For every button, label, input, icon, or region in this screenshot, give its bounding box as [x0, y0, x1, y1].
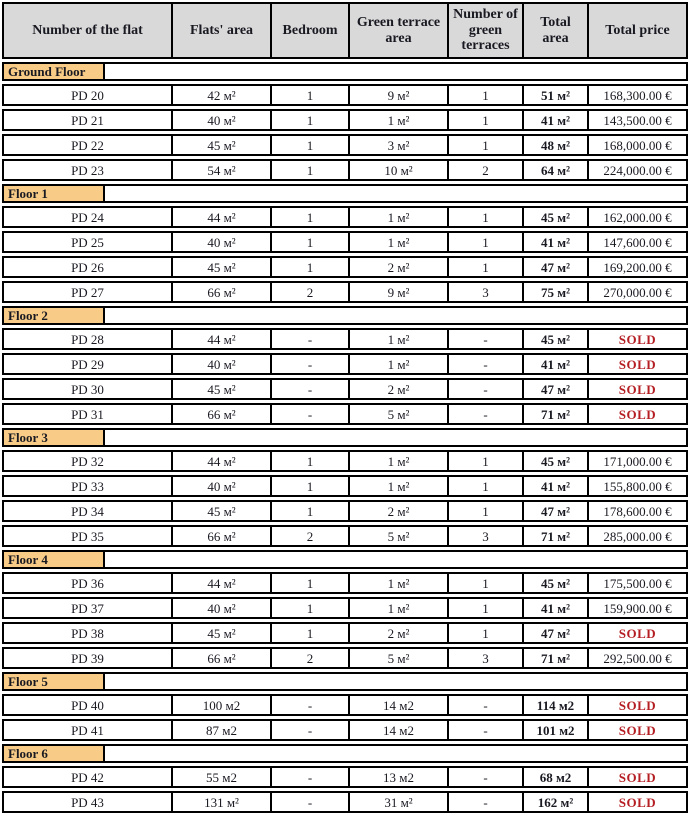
- floor-section-row: [2, 62, 688, 81]
- cell-total-price: SOLD: [587, 380, 686, 398]
- cell-number-of-green-terraces: 1: [447, 624, 522, 642]
- floor-label: Floor 4: [4, 552, 105, 567]
- cell-total-area: 41 м²: [522, 599, 587, 617]
- cell-total-area: 45 м²: [522, 208, 587, 226]
- cell-flats-area: 66 м²: [171, 649, 270, 667]
- cell-number-of-green-terraces: 1: [447, 233, 522, 251]
- floor-row-filler: [105, 552, 686, 567]
- floor-label: Floor 5: [4, 674, 105, 689]
- cell-flat-number: PD 27: [71, 284, 104, 300]
- cell-flat-number: PD 29: [71, 356, 104, 372]
- table-row: [2, 719, 688, 741]
- cell-total-area: 47 м²: [522, 624, 587, 642]
- floor-label: Ground Floor: [4, 64, 105, 79]
- table-row: [2, 450, 688, 472]
- cell-green-terrace-area: 9 м²: [348, 86, 447, 104]
- cell-bedroom: 1: [270, 477, 348, 495]
- cell-total-price: 162,000.00 €: [587, 208, 686, 226]
- cell-green-terrace-area: 1 м²: [348, 355, 447, 373]
- cell-flat-number: PD 37: [71, 600, 104, 616]
- cell-flats-area: 54 м²: [171, 161, 270, 179]
- cell-total-area: 47 м²: [522, 380, 587, 398]
- cell-flats-area: 40 м²: [171, 233, 270, 251]
- cell-flats-area: 45 м²: [171, 624, 270, 642]
- cell-flats-area: 44 м²: [171, 330, 270, 348]
- floor-section-row: [2, 306, 688, 325]
- cell-total-price: 159,900.00 €: [587, 599, 686, 617]
- cell-total-price: 285,000.00 €: [587, 527, 686, 545]
- cell-flat-number: PD 23: [71, 162, 104, 178]
- cell-flat-number: PD 31: [71, 406, 104, 422]
- cell-number-of-green-terraces: 3: [447, 527, 522, 545]
- cell-bedroom: 1: [270, 86, 348, 104]
- cell-green-terrace-area: 5 м²: [348, 405, 447, 423]
- table-row: [2, 500, 688, 522]
- floor-row-filler: [105, 186, 686, 201]
- cell-green-terrace-area: 3 м²: [348, 136, 447, 154]
- cell-flat-number: PD 42: [71, 769, 104, 785]
- cell-flats-area: 40 м²: [171, 111, 270, 129]
- cell-flats-area: 100 м2: [171, 696, 270, 714]
- floor-row-filler: [105, 430, 686, 445]
- table-row: [2, 525, 688, 547]
- cell-bedroom: -: [270, 696, 348, 714]
- cell-number-of-green-terraces: 1: [447, 502, 522, 520]
- cell-flat-number: PD 38: [71, 625, 104, 641]
- cell-flats-area: 45 м²: [171, 136, 270, 154]
- table-row: [2, 475, 688, 497]
- floor-label: Floor 1: [4, 186, 105, 201]
- cell-flats-area: 131 м²: [171, 793, 270, 811]
- cell-total-price: 178,600.00 €: [587, 502, 686, 520]
- cell-bedroom: -: [270, 380, 348, 398]
- cell-number-of-green-terraces: 1: [447, 136, 522, 154]
- cell-number-of-green-terraces: 2: [447, 161, 522, 179]
- cell-total-area: 41 м²: [522, 233, 587, 251]
- cell-total-area: 64 м²: [522, 161, 587, 179]
- cell-bedroom: -: [270, 330, 348, 348]
- cell-total-area: 71 м²: [522, 527, 587, 545]
- cell-total-area: 71 м²: [522, 649, 587, 667]
- cell-green-terrace-area: 1 м²: [348, 452, 447, 470]
- cell-bedroom: 1: [270, 502, 348, 520]
- floor-section-row: [2, 672, 688, 691]
- column-header-flats-area: Flats' area: [171, 4, 270, 57]
- floor-row-filler: [105, 674, 686, 689]
- column-header-flat-number: Number of the flat: [32, 22, 143, 38]
- cell-bedroom: 1: [270, 574, 348, 592]
- cell-number-of-green-terraces: -: [447, 330, 522, 348]
- cell-flats-area: 55 м2: [171, 768, 270, 786]
- cell-total-area: 41 м²: [522, 355, 587, 373]
- cell-flats-area: 45 м²: [171, 258, 270, 276]
- cell-green-terrace-area: 2 м²: [348, 258, 447, 276]
- table-row: [2, 84, 688, 106]
- table-row: [2, 109, 688, 131]
- cell-total-price: 292,500.00 €: [587, 649, 686, 667]
- cell-number-of-green-terraces: 1: [447, 599, 522, 617]
- cell-flats-area: 45 м²: [171, 380, 270, 398]
- table-row: [2, 694, 688, 716]
- table-row: [2, 647, 688, 669]
- table-body: [2, 62, 688, 813]
- cell-total-area: 41 м²: [522, 477, 587, 495]
- cell-number-of-green-terraces: -: [447, 793, 522, 811]
- floor-row-filler: [105, 746, 686, 761]
- cell-number-of-green-terraces: -: [447, 768, 522, 786]
- table-row: [2, 572, 688, 594]
- table-row: [2, 403, 688, 425]
- column-header-number-of-green-terraces: Number of green terraces: [447, 4, 522, 57]
- column-header-total-price: Total price: [587, 4, 686, 57]
- table-row: [2, 159, 688, 181]
- cell-total-area: 101 м2: [522, 721, 587, 739]
- cell-number-of-green-terraces: 1: [447, 258, 522, 276]
- table-row: [2, 231, 688, 253]
- cell-flat-number: PD 36: [71, 575, 104, 591]
- cell-green-terrace-area: 14 м2: [348, 696, 447, 714]
- table-row: [2, 791, 688, 813]
- cell-green-terrace-area: 9 м²: [348, 283, 447, 301]
- cell-flat-number: PD 24: [71, 209, 104, 225]
- cell-number-of-green-terraces: 3: [447, 283, 522, 301]
- floor-label: Floor 6: [4, 746, 105, 761]
- table-row: [2, 597, 688, 619]
- cell-flats-area: 45 м²: [171, 502, 270, 520]
- cell-bedroom: 2: [270, 527, 348, 545]
- cell-green-terrace-area: 5 м²: [348, 649, 447, 667]
- cell-total-area: 47 м²: [522, 502, 587, 520]
- cell-bedroom: -: [270, 405, 348, 423]
- cell-number-of-green-terraces: -: [447, 405, 522, 423]
- cell-bedroom: -: [270, 355, 348, 373]
- cell-total-price: 155,800.00 €: [587, 477, 686, 495]
- cell-total-price: SOLD: [587, 696, 686, 714]
- cell-green-terrace-area: 1 м²: [348, 111, 447, 129]
- cell-flat-number: PD 30: [71, 381, 104, 397]
- cell-flat-number: PD 28: [71, 331, 104, 347]
- cell-total-price: SOLD: [587, 793, 686, 811]
- cell-total-price: 143,500.00 €: [587, 111, 686, 129]
- cell-bedroom: 1: [270, 136, 348, 154]
- cell-green-terrace-area: 10 м²: [348, 161, 447, 179]
- cell-total-price: SOLD: [587, 355, 686, 373]
- cell-green-terrace-area: 2 м²: [348, 502, 447, 520]
- cell-flat-number: PD 43: [71, 794, 104, 810]
- cell-flat-number: PD 34: [71, 503, 104, 519]
- cell-total-area: 48 м²: [522, 136, 587, 154]
- floor-section-row: [2, 428, 688, 447]
- cell-total-area: 45 м²: [522, 330, 587, 348]
- cell-green-terrace-area: 13 м2: [348, 768, 447, 786]
- floor-label: Floor 2: [4, 308, 105, 323]
- cell-flats-area: 44 м²: [171, 208, 270, 226]
- cell-flat-number: PD 39: [71, 650, 104, 666]
- cell-total-area: 41 м²: [522, 111, 587, 129]
- cell-green-terrace-area: 1 м²: [348, 233, 447, 251]
- cell-green-terrace-area: 2 м²: [348, 380, 447, 398]
- table-row: [2, 134, 688, 156]
- cell-flats-area: 87 м2: [171, 721, 270, 739]
- cell-total-area: 47 м²: [522, 258, 587, 276]
- cell-total-area: 51 м²: [522, 86, 587, 104]
- cell-flat-number: PD 41: [71, 722, 104, 738]
- cell-bedroom: 1: [270, 111, 348, 129]
- cell-flats-area: 44 м²: [171, 452, 270, 470]
- column-header-green-terrace-area: Green terrace area: [348, 4, 447, 57]
- cell-green-terrace-area: 1 м²: [348, 599, 447, 617]
- floor-section-row: [2, 744, 688, 763]
- cell-total-area: 71 м²: [522, 405, 587, 423]
- cell-number-of-green-terraces: -: [447, 355, 522, 373]
- cell-total-price: 147,600.00 €: [587, 233, 686, 251]
- cell-total-price: SOLD: [587, 768, 686, 786]
- cell-bedroom: -: [270, 768, 348, 786]
- cell-bedroom: 2: [270, 649, 348, 667]
- table-row: [2, 281, 688, 303]
- cell-bedroom: 1: [270, 161, 348, 179]
- cell-flat-number: PD 25: [71, 234, 104, 250]
- cell-green-terrace-area: 1 м²: [348, 574, 447, 592]
- cell-total-area: 45 м²: [522, 452, 587, 470]
- cell-total-price: 169,200.00 €: [587, 258, 686, 276]
- cell-flats-area: 44 м²: [171, 574, 270, 592]
- table-row: [2, 328, 688, 350]
- cell-green-terrace-area: 1 м²: [348, 330, 447, 348]
- cell-green-terrace-area: 31 м²: [348, 793, 447, 811]
- cell-total-price: SOLD: [587, 330, 686, 348]
- cell-number-of-green-terraces: 1: [447, 208, 522, 226]
- cell-bedroom: 1: [270, 599, 348, 617]
- cell-number-of-green-terraces: 3: [447, 649, 522, 667]
- cell-green-terrace-area: 14 м2: [348, 721, 447, 739]
- cell-total-price: SOLD: [587, 721, 686, 739]
- cell-green-terrace-area: 1 м²: [348, 208, 447, 226]
- table-row: [2, 622, 688, 644]
- cell-total-price: SOLD: [587, 624, 686, 642]
- cell-number-of-green-terraces: 1: [447, 477, 522, 495]
- cell-total-area: 162 м²: [522, 793, 587, 811]
- table-row: [2, 256, 688, 278]
- cell-flats-area: 40 м²: [171, 477, 270, 495]
- cell-flat-number: PD 20: [71, 87, 104, 103]
- cell-total-price: 270,000.00 €: [587, 283, 686, 301]
- cell-flats-area: 66 м²: [171, 405, 270, 423]
- cell-flat-number: PD 35: [71, 528, 104, 544]
- cell-total-price: 168,300.00 €: [587, 86, 686, 104]
- cell-number-of-green-terraces: -: [447, 721, 522, 739]
- cell-flat-number: PD 40: [71, 697, 104, 713]
- cell-total-area: 75 м²: [522, 283, 587, 301]
- cell-green-terrace-area: 5 м²: [348, 527, 447, 545]
- cell-flat-number: PD 33: [71, 478, 104, 494]
- cell-total-price: 175,500.00 €: [587, 574, 686, 592]
- cell-number-of-green-terraces: 1: [447, 86, 522, 104]
- floor-section-row: [2, 184, 688, 203]
- cell-green-terrace-area: 1 м²: [348, 477, 447, 495]
- cell-flats-area: 66 м²: [171, 527, 270, 545]
- cell-bedroom: -: [270, 793, 348, 811]
- cell-bedroom: 1: [270, 208, 348, 226]
- cell-flat-number: PD 32: [71, 453, 104, 469]
- cell-flats-area: 66 м²: [171, 283, 270, 301]
- floor-section-row: [2, 550, 688, 569]
- cell-green-terrace-area: 2 м²: [348, 624, 447, 642]
- table-row: [2, 378, 688, 400]
- cell-flats-area: 40 м²: [171, 355, 270, 373]
- column-header-total-area: Total area: [522, 4, 587, 57]
- cell-total-price: 168,000.00 €: [587, 136, 686, 154]
- cell-total-price: SOLD: [587, 405, 686, 423]
- column-header-bedroom: Bedroom: [270, 4, 348, 57]
- floor-label: Floor 3: [4, 430, 105, 445]
- floor-row-filler: [105, 308, 686, 323]
- cell-number-of-green-terraces: 1: [447, 111, 522, 129]
- cell-number-of-green-terraces: -: [447, 696, 522, 714]
- cell-flats-area: 40 м²: [171, 599, 270, 617]
- cell-bedroom: 1: [270, 233, 348, 251]
- cell-flat-number: PD 26: [71, 259, 104, 275]
- table-header: [2, 2, 688, 59]
- table-row: [2, 766, 688, 788]
- cell-flat-number: PD 22: [71, 137, 104, 153]
- cell-bedroom: 1: [270, 452, 348, 470]
- cell-flats-area: 42 м²: [171, 86, 270, 104]
- cell-bedroom: 1: [270, 624, 348, 642]
- cell-total-price: 224,000.00 €: [587, 161, 686, 179]
- cell-flat-number: PD 21: [71, 112, 104, 128]
- cell-number-of-green-terraces: 1: [447, 574, 522, 592]
- table-row: [2, 353, 688, 375]
- cell-bedroom: -: [270, 721, 348, 739]
- floor-row-filler: [105, 64, 686, 79]
- cell-total-area: 68 м2: [522, 768, 587, 786]
- cell-number-of-green-terraces: -: [447, 380, 522, 398]
- cell-bedroom: 1: [270, 258, 348, 276]
- cell-total-price: 171,000.00 €: [587, 452, 686, 470]
- cell-number-of-green-terraces: 1: [447, 452, 522, 470]
- cell-total-area: 114 м2: [522, 696, 587, 714]
- cell-bedroom: 2: [270, 283, 348, 301]
- cell-total-area: 45 м²: [522, 574, 587, 592]
- table-row: [2, 206, 688, 228]
